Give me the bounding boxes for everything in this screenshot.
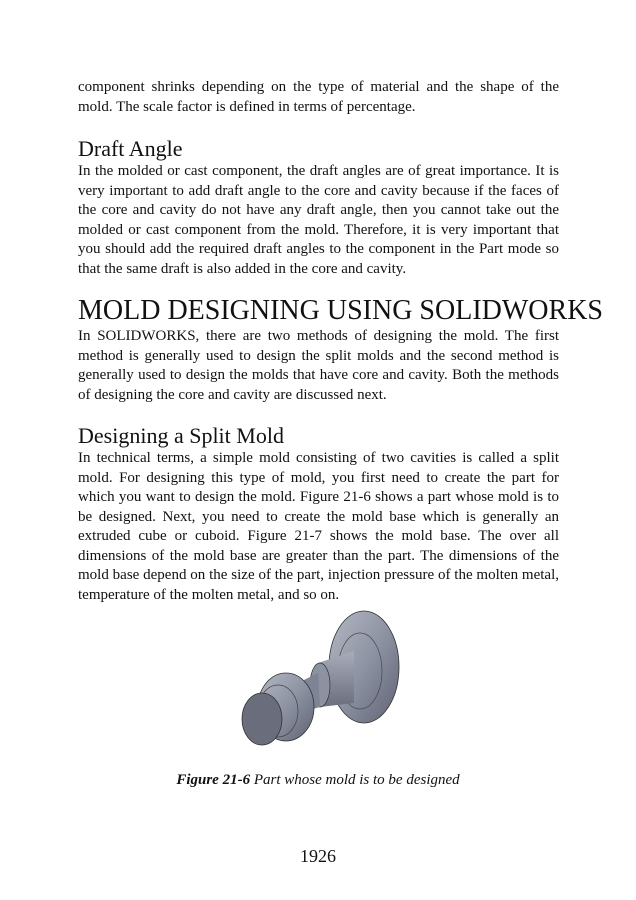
draft-angle-heading: Draft Angle: [78, 136, 183, 161]
mold-designing-heading: MOLD DESIGNING USING SOLIDWORKS: [78, 295, 603, 326]
draft-angle-paragraph: In the molded or cast component, the draft angles are of great importance. It is very important to add draft angle to the core and cavity because if the faces of the core and cavity do not have any draft angle, then you cannot take out the molded or cast component from the mold. Therefore, it is very important that you should add the required draft angles to the component in the Part mode so that the same draft is also added in the core and cavity.: [78, 163, 559, 277]
page-number: 1926: [300, 845, 336, 866]
figure-caption: [0, 771, 636, 791]
split-mold-paragraph: In technical terms, a simple mold consisting of two cavities is called a split mold. For designing this type of mold, you first need to create the part for which you want to design the mold. Figure 21-6 shows a part whose mold is to be designed. Next, you need to create the mold base which is generally an extruded cube or cuboid. Figure 21-7 shows the mold base. The over all dimensions of the mold base are greater than the part. The dimensions of the mold base depend on the size of the part, injection pressure of the molten metal, temperature of the molten metal, and so on.: [78, 450, 559, 603]
mold-designing-section: [78, 295, 603, 405]
figure-part-image: [236, 607, 406, 752]
split-mold-section: [78, 423, 559, 605]
intro-section: [78, 78, 559, 117]
mold-designing-paragraph: In SOLIDWORKS, there are two methods of designing the mold. The first method is generally used to design the split molds and the second method is generally used to design the molds that have core and cavity. Both the methods of designing the core and cavity are discussed next.: [78, 328, 559, 403]
split-mold-heading: Designing a Split Mold: [78, 423, 284, 448]
intro-paragraph: component shrinks depending on the type of material and the shape of the mold. The scale factor is defined in terms of percentage.: [78, 79, 559, 115]
figure-caption-text: Part whose mold is to be designed: [250, 772, 460, 788]
figure-label: Figure 21-6: [176, 772, 251, 788]
draft-angle-section: [78, 136, 559, 279]
